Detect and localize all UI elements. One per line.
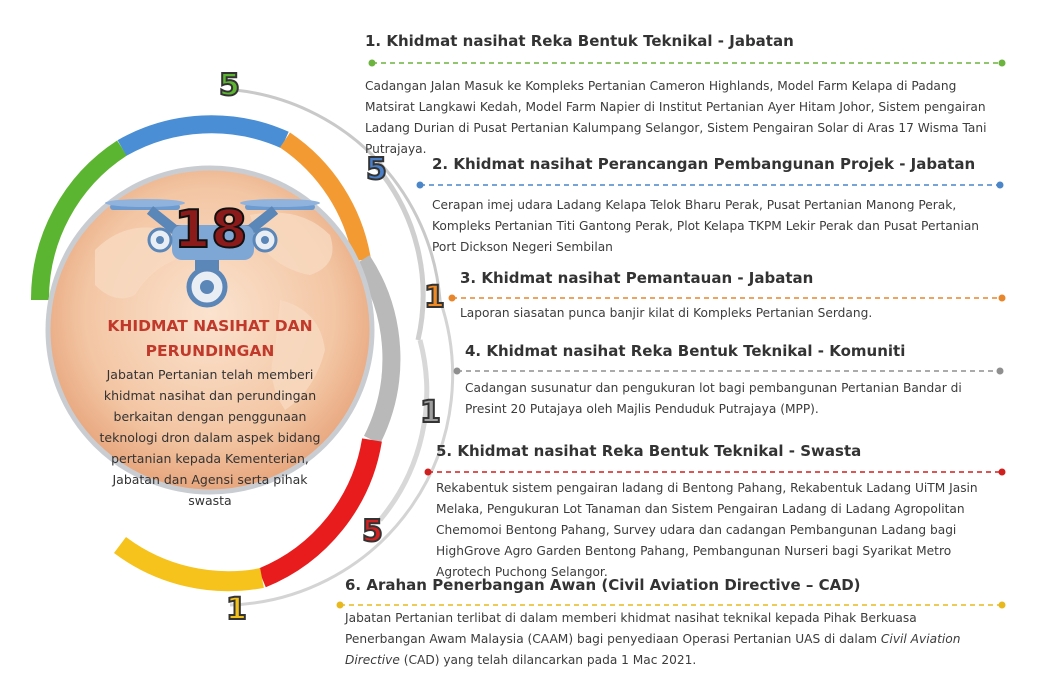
badge-section-4: 1 bbox=[420, 395, 441, 430]
section-3-title: 3. Khidmat nasihat Pemantauan - Jabatan bbox=[460, 269, 814, 287]
section-4-body: Cadangan susunatur dan pengukuran lot bagi pembangunan Pertanian Bandar di Presint 20 Putajaya oleh Majlis Penduduk Putrajaya (MPP). bbox=[465, 381, 962, 416]
section-2 bbox=[432, 155, 1002, 258]
badge-section-6: 1 bbox=[226, 592, 247, 627]
badge-section-2: 5 bbox=[366, 152, 387, 187]
section-5 bbox=[436, 442, 1006, 583]
center-count: 18 bbox=[174, 200, 249, 260]
section-3-body: Laporan siasatan punca banjir kilat di Kompleks Pertanian Serdang. bbox=[460, 306, 873, 320]
badge-section-1: 5 bbox=[219, 68, 240, 103]
section-5-body: Rekabentuk sistem pengairan ladang di Bentong Pahang, Rekabentuk Ladang UiTM Jasin Melaka, Pengukuran Lot Tanaman dan Sistem Pengairan Ladang di Ladang Agropolitan Chemomoi Bentong Pahang, Survey udara dan cadangan Pembangunan Ladang bagi HighGrove Agro Garden Bentong Pahang, Pembangunan Nurseri bagi Syarikat Metro Agrotech Puchong Selangor. bbox=[436, 481, 978, 579]
section-6 bbox=[345, 576, 1005, 671]
section-6-body-italic: Civil Aviation Directive bbox=[345, 632, 961, 667]
section-6-body bbox=[345, 608, 1000, 671]
ring-segment-blue bbox=[122, 124, 285, 148]
section-6-body-text: Jabatan Pertanian terlibat di dalam memberi khidmat nasihat teknikal kepada Pihak Berkuasa Penerbangan Awam Malaysia (CAAM) bagi penyediaan Operasi Pertanian UAS di dalam bbox=[345, 611, 917, 646]
center-title-line1: KHIDMAT NASIHAT DAN bbox=[107, 317, 313, 335]
section-6-title: 6. Arahan Penerbangan Awan (Civil Aviation Directive – CAD) bbox=[345, 576, 861, 594]
center-title-line2: PERUNDINGAN bbox=[145, 342, 275, 360]
center-description: Jabatan Pertanian telah memberi khidmat nasihat dan perundingan berkaitan dengan penggunaan teknologi dron dalam aspek bidang pertanian kepada Kementerian, Jabatan dan Agensi serta pihak swasta bbox=[99, 367, 321, 508]
section-4-title: 4. Khidmat nasihat Reka Bentuk Teknikal - Komuniti bbox=[465, 342, 906, 360]
section-1-title: 1. Khidmat nasihat Reka Bentuk Teknikal - Jabatan bbox=[365, 32, 794, 50]
section-2-body: Cerapan imej udara Ladang Kelapa Telok Bharu Perak, Pusat Pertanian Manong Perak, Kompleks Pertanian Titi Gantong Perak, Plot Kelapa TKPM Lekir Perak dan Pusat Pertanian Port Dickson Negeri Sembilan bbox=[432, 198, 980, 254]
ring-segment-yellow bbox=[120, 545, 262, 581]
badge-section-5: 5 bbox=[362, 514, 383, 549]
section-1-body: Cadangan Jalan Masuk ke Kompleks Pertanian Cameron Highlands, Model Farm Kelapa di Padang Matsirat Langkawi Kedah, Model Farm Napier di Institut Pertanian Ayer Hitam Johor, Sistem pengairan Ladang Durian di Pusat Pertanian Kalumpang Selangor, Sistem Pengairan Solar di Aras 17 Wisma Tani Putrajaya. bbox=[365, 79, 987, 156]
section-6-body-text-end: (CAD) yang telah dilancarkan pada 1 Mac 2021. bbox=[399, 653, 697, 667]
section-5-title: 5. Khidmat nasihat Reka Bentuk Teknikal - Swasta bbox=[436, 442, 862, 460]
section-2-title: 2. Khidmat nasihat Perancangan Pembangunan Projek - Jabatan bbox=[432, 155, 976, 173]
badge-section-3: 1 bbox=[424, 280, 445, 315]
section-4 bbox=[465, 342, 1005, 420]
section-1 bbox=[365, 32, 1005, 160]
section-3 bbox=[460, 269, 1005, 324]
